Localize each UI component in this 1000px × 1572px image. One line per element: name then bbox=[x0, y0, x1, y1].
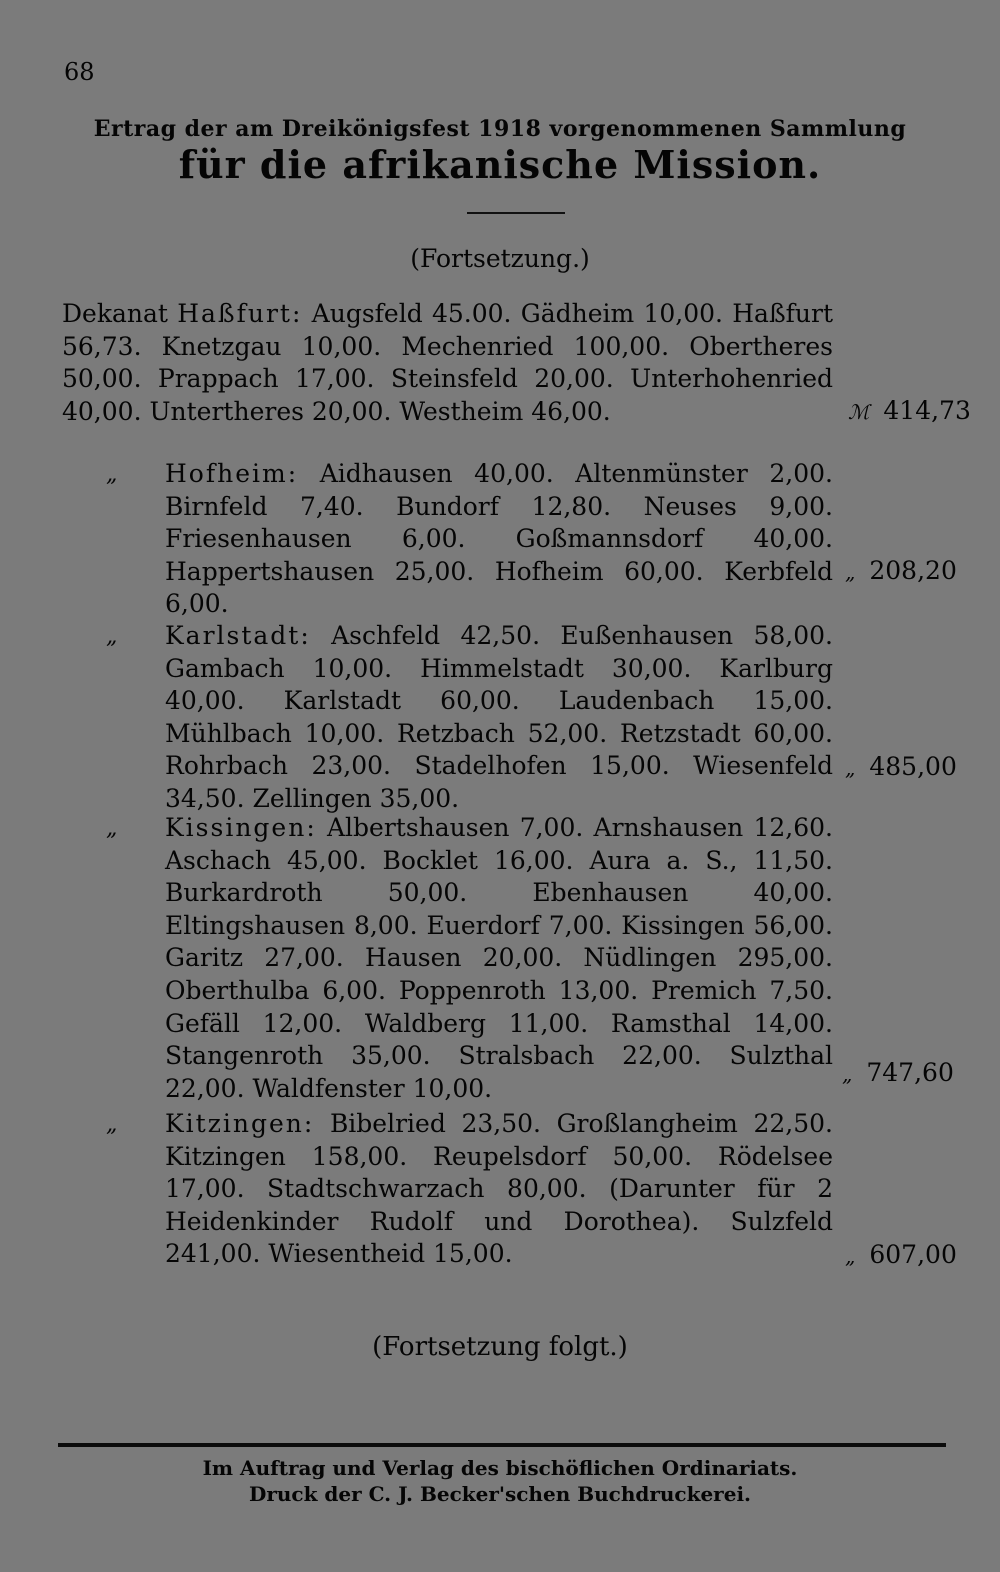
deanery-name: Hofheim: bbox=[165, 459, 299, 488]
section-body bbox=[165, 620, 833, 816]
section-entries: Bibelried 23,50. Großlangheim 22,50. Kitzingen 158,00. Reupelsdorf 50,00. Rödelsee 17,00. Stadtschwarzach 80,00. (Darunter für 2 Heidenkinder Rudolf und Dorothea). Sulzfeld 241,00. Wiesentheid 15,00. bbox=[165, 1109, 833, 1269]
section-total bbox=[845, 1240, 957, 1269]
deanery-name: Karlstadt: bbox=[165, 621, 311, 650]
ditto-mark: „ bbox=[106, 624, 118, 649]
deanery-name: Haßfurt: bbox=[177, 299, 303, 328]
section-prefix: Dekanat bbox=[62, 299, 168, 328]
section-entries: Albertshausen 7,00. Arnshausen 12,60. Aschach 45,00. Bocklet 16,00. Aura a. S., 11,50. Burkardroth 50,00. Ebenhausen 40,00. Eltingshausen 8,00. Euerdorf 7,00. Kissingen 56,00. Garitz 27,00. Hausen 20,00. Nüdlingen 295,00. Oberthulba 6,00. Poppenroth 13,00. Premich 7,50. Gefäll 12,00. Waldberg 11,00. Ramsthal 14,00. Stangenroth 35,00. Stralsbach 22,00. Sulzthal 22,00. Waldfenster 10,00. bbox=[165, 813, 834, 1103]
section-body bbox=[165, 458, 833, 621]
end-note: (Fortsetzung folgt.) bbox=[372, 1332, 628, 1362]
continuation-note: (Fortsetzung.) bbox=[410, 244, 590, 273]
section-total bbox=[848, 396, 971, 425]
footer-rule bbox=[58, 1443, 946, 1447]
currency-mark: „ bbox=[842, 1062, 853, 1086]
page-number: 68 bbox=[64, 58, 95, 86]
section-entries: Augsfeld 45.00. Gädheim 10,00. Haßfurt 56,73. Knetzgau 10,00. Mechenried 100,00. Obertheres 50,00. Prappach 17,00. Steinsfeld 20,00. Unterhohenried 40,00. Untertheres 20,00. Westheim 46,00. bbox=[62, 299, 834, 426]
section-body bbox=[165, 812, 833, 1105]
title-rule bbox=[467, 212, 565, 214]
total-value: 747,60 bbox=[866, 1058, 954, 1087]
currency-mark: „ bbox=[845, 560, 856, 584]
title-line-2: für die afrikanische Mission. bbox=[178, 142, 822, 187]
section-total bbox=[845, 556, 957, 585]
currency-mark: „ bbox=[845, 756, 856, 780]
section-body bbox=[165, 1108, 833, 1271]
title-line-1: Ertrag der am Dreikönigsfest 1918 vorgenommenen Sammlung bbox=[93, 116, 907, 142]
imprint-line-2: Druck der C. J. Becker'schen Buchdruckerei. bbox=[248, 1482, 752, 1506]
deanery-name: Kissingen: bbox=[165, 813, 317, 842]
section-entries: Aschfeld 42,50. Eußenhausen 58,00. Gambach 10,00. Himmelstadt 30,00. Karlburg 40,00. Karlstadt 60,00. Laudenbach 15,00. Mühlbach 10,00. Retzbach 52,00. Retzstadt 60,00. Rohrbach 23,00. Stadelhofen 15,00. Wiesenfeld 34,50. Zellingen 35,00. bbox=[165, 621, 833, 813]
section-total bbox=[845, 752, 957, 781]
section-entries: Aidhausen 40,00. Altenmünster 2,00. Birnfeld 7,40. Bundorf 12,80. Neuses 9,00. Friesenhausen 6,00. Goßmannsdorf 40,00. Happertshausen 25,00. Hofheim 60,00. Kerbfeld 6,00. bbox=[165, 459, 833, 619]
total-value: 485,00 bbox=[869, 752, 957, 781]
ditto-mark: „ bbox=[106, 462, 118, 487]
total-value: 208,20 bbox=[869, 556, 957, 585]
deanery-name: Kitzingen: bbox=[165, 1109, 315, 1138]
section-body bbox=[62, 298, 833, 428]
imprint bbox=[0, 1455, 1000, 1507]
total-value: 414,73 bbox=[883, 396, 971, 425]
ditto-mark: „ bbox=[106, 1112, 118, 1137]
ditto-mark: „ bbox=[106, 816, 118, 841]
total-value: 607,00 bbox=[869, 1240, 957, 1269]
imprint-line-1: Im Auftrag und Verlag des bischöflichen Ordinariats. bbox=[202, 1456, 798, 1480]
section-total bbox=[842, 1058, 954, 1087]
currency-mark: ℳ bbox=[848, 400, 870, 424]
currency-mark: „ bbox=[845, 1244, 856, 1268]
